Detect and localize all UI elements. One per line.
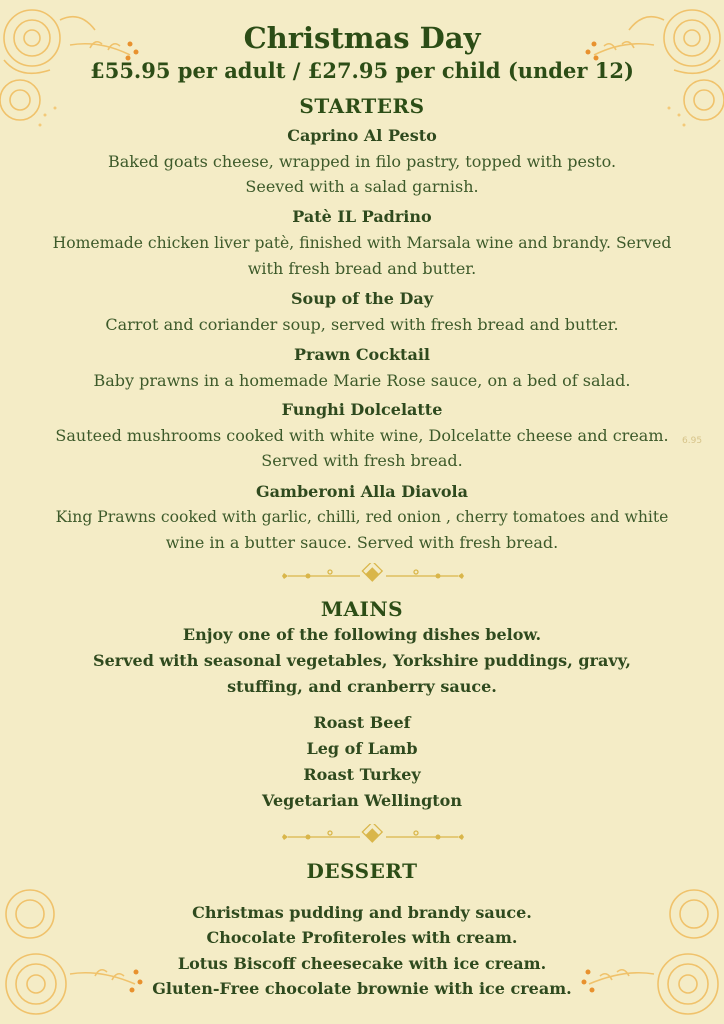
main-dish: Vegetarian Wellington xyxy=(262,791,462,810)
starter-name: Funghi Dolcelatte xyxy=(281,400,443,419)
mains-intro-line: stuffing, and cranberry sauce. xyxy=(227,677,497,696)
price-line: £55.95 per adult / £27.95 per child (under 12) xyxy=(90,58,634,83)
dessert-item: Christmas pudding and brandy sauce. xyxy=(192,903,532,922)
starters-heading: STARTERS xyxy=(299,94,425,118)
ornament-divider-icon xyxy=(282,563,464,589)
starter-desc-line: Served with fresh bread. xyxy=(261,451,463,470)
starter-desc-line: wine in a butter sauce. Served with fresh bread. xyxy=(165,533,559,552)
main-dish: Roast Turkey xyxy=(303,765,421,784)
dessert-heading: DESSERT xyxy=(306,859,418,883)
starter-desc-line: Baked goats cheese, wrapped in filo pastry, topped with pesto. xyxy=(107,152,617,171)
starter-name: Prawn Cocktail xyxy=(294,345,430,364)
starter-desc-line: Carrot and coriander soup, served with fresh bread and butter. xyxy=(105,315,619,334)
starter-name: Caprino Al Pesto xyxy=(287,126,437,145)
mains-heading: MAINS xyxy=(320,597,404,621)
starter-desc-line: with fresh bread and butter. xyxy=(247,259,477,278)
ornament-divider-icon xyxy=(282,824,464,850)
starter-desc-line: Sauteed mushrooms cooked with white wine, Dolcelatte cheese and cream. xyxy=(55,426,669,445)
dessert-item: Lotus Biscoff cheesecake with ice cream. xyxy=(177,954,547,973)
mains-intro-line: Enjoy one of the following dishes below. xyxy=(182,625,542,644)
starter-desc-line: Homemade chicken liver patè, finished with Marsala wine and brandy. Served xyxy=(52,234,672,252)
starter-name: Soup of the Day xyxy=(290,289,434,308)
starter-name: Patè IL Padrino xyxy=(292,207,432,226)
starter-desc-line: Baby prawns in a homemade Marie Rose sauce, on a bed of salad. xyxy=(93,371,631,390)
faint-price-text: 6.95 xyxy=(682,436,703,446)
mains-intro-line: Served with seasonal vegetables, Yorkshire puddings, gravy, xyxy=(93,651,631,670)
starter-desc-line: King Prawns cooked with garlic, chilli, red onion , cherry tomatoes and white xyxy=(55,508,669,526)
main-dish: Leg of Lamb xyxy=(306,739,418,758)
page-title: Christmas Day xyxy=(243,21,481,55)
dessert-item: Gluten-Free chocolate brownie with ice cream. xyxy=(152,979,572,998)
starter-name: Gamberoni Alla Diavola xyxy=(256,482,468,501)
dessert-item: Chocolate Profiteroles with cream. xyxy=(206,928,518,947)
starter-desc-line: Seeved with a salad garnish. xyxy=(245,177,479,196)
main-dish: Roast Beef xyxy=(313,713,411,732)
